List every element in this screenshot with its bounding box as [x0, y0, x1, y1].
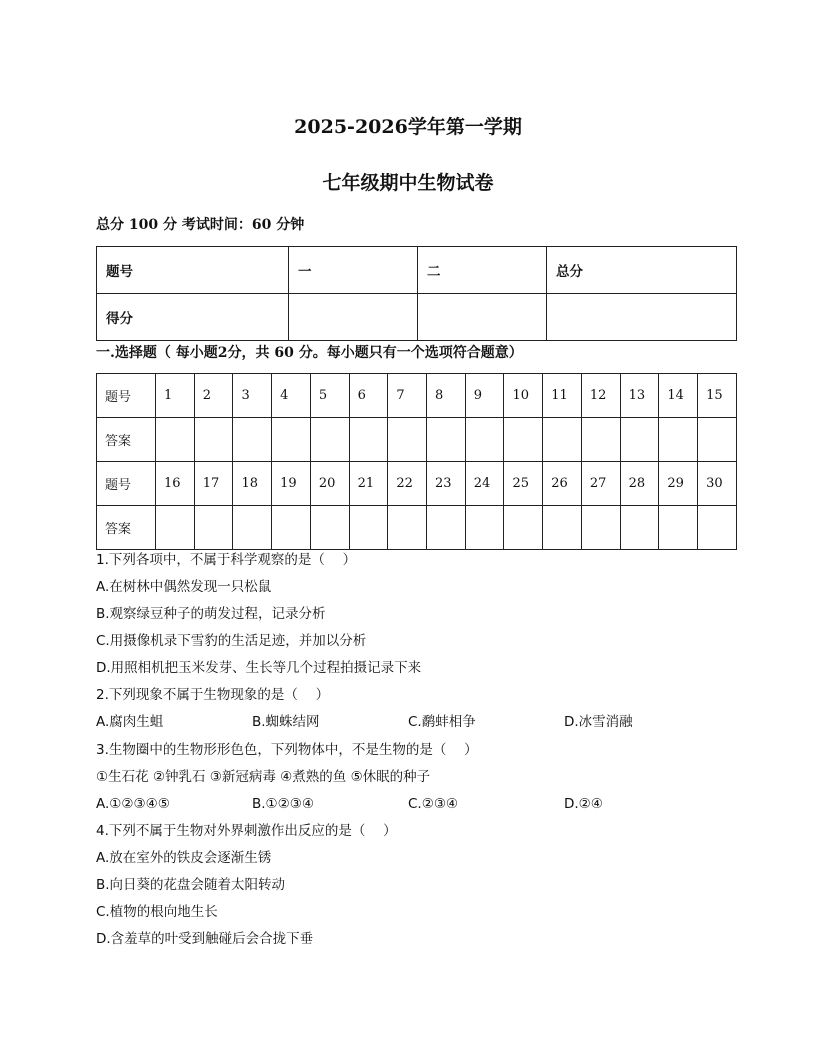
question-3-option-a[interactable]: A.①②③④⑤ [96, 796, 170, 812]
score-summary-table [96, 246, 737, 341]
answer-cell[interactable] [543, 418, 582, 462]
answer-cell[interactable] [504, 418, 543, 462]
question-number-cell: 13 [620, 374, 659, 418]
score-cell-total[interactable] [547, 294, 737, 341]
answer-cell[interactable] [272, 418, 311, 462]
question-number-cell: 10 [504, 374, 543, 418]
answer-grid-table [96, 373, 737, 550]
score-table-score-row [97, 294, 737, 341]
answer-cell[interactable] [233, 418, 272, 462]
answer-grid-answer-label: 答案 [97, 506, 156, 550]
question-number-cell: 15 [698, 374, 737, 418]
section-1-heading: 一.选择题（ 每小题2分，共 60 分。每小题只有一个选项符合题意） [96, 345, 523, 361]
answer-cell[interactable] [427, 418, 466, 462]
answer-grid-number-label: 题号 [97, 462, 156, 506]
question-4-stem: 4.下列不属于生物对外界刺激作出反应的是（ ） [96, 823, 397, 839]
question-3-stem: 3.生物圈中的生物形形色色，下列物体中，不是生物的是（ ） [96, 742, 478, 758]
score-time-info: 总分 100 分 考试时间：60 分钟 [96, 217, 305, 233]
question-number-cell: 22 [388, 462, 427, 506]
question-4-option-c[interactable]: C.植物的根向地生长 [96, 904, 218, 920]
question-3-option-b[interactable]: B.①②③④ [252, 796, 314, 812]
exam-subject-title: 七年级期中生物试卷 [322, 172, 494, 194]
question-number-cell: 8 [427, 374, 466, 418]
question-number-cell: 3 [233, 374, 272, 418]
answer-cell[interactable] [427, 506, 466, 550]
answer-cell[interactable] [349, 506, 388, 550]
score-header-total: 总分 [547, 247, 737, 294]
question-number-cell: 6 [349, 374, 388, 418]
question-number-cell: 12 [581, 374, 620, 418]
answer-cell[interactable] [194, 418, 233, 462]
exam-term-title: 2025-2026学年第一学期 [294, 116, 522, 138]
answer-cell[interactable] [310, 418, 349, 462]
score-cell-section-2[interactable] [418, 294, 547, 341]
question-number-cell: 28 [620, 462, 659, 506]
question-number-cell: 27 [581, 462, 620, 506]
question-3-option-d[interactable]: D.②④ [564, 796, 603, 812]
score-cell-section-1[interactable] [289, 294, 418, 341]
answer-cell[interactable] [310, 506, 349, 550]
question-4-option-d[interactable]: D.含羞草的叶受到触碰后会合拢下垂 [96, 931, 314, 947]
answer-cell[interactable] [465, 418, 504, 462]
answer-cell[interactable] [156, 418, 195, 462]
answer-grid-number-label: 题号 [97, 374, 156, 418]
answer-cell[interactable] [543, 506, 582, 550]
question-number-cell: 26 [543, 462, 582, 506]
score-header-section-1: 一 [289, 247, 418, 294]
question-2-option-b[interactable]: B.蜘蛛结网 [252, 714, 320, 730]
answer-grid-answer-row-2 [97, 506, 737, 550]
question-number-cell: 21 [349, 462, 388, 506]
question-number-cell: 9 [465, 374, 504, 418]
question-number-cell: 16 [156, 462, 195, 506]
question-number-cell: 11 [543, 374, 582, 418]
question-4-option-b[interactable]: B.向日葵的花盘会随着太阳转动 [96, 877, 286, 893]
question-number-cell: 1 [156, 374, 195, 418]
answer-cell[interactable] [465, 506, 504, 550]
question-number-cell: 19 [272, 462, 311, 506]
answer-cell[interactable] [388, 506, 427, 550]
answer-cell[interactable] [698, 506, 737, 550]
question-2-option-d[interactable]: D.冰雪消融 [564, 714, 633, 730]
score-header-question-number: 题号 [97, 247, 289, 294]
answer-grid-number-row-1 [97, 374, 737, 418]
answer-cell[interactable] [388, 418, 427, 462]
question-2-stem: 2.下列现象不属于生物现象的是（ ） [96, 687, 330, 703]
answer-grid-answer-row-1 [97, 418, 737, 462]
question-2-option-c[interactable]: C.鹬蚌相争 [408, 714, 476, 730]
score-header-section-2: 二 [418, 247, 547, 294]
answer-cell[interactable] [272, 506, 311, 550]
question-number-cell: 23 [427, 462, 466, 506]
question-number-cell: 30 [698, 462, 737, 506]
answer-cell[interactable] [349, 418, 388, 462]
answer-cell[interactable] [620, 506, 659, 550]
question-1-option-a[interactable]: A.在树林中偶然发现一只松鼠 [96, 579, 272, 595]
question-number-cell: 17 [194, 462, 233, 506]
answer-cell[interactable] [233, 506, 272, 550]
answer-cell[interactable] [659, 506, 698, 550]
answer-cell[interactable] [156, 506, 195, 550]
score-row-label: 得分 [97, 294, 289, 341]
question-1-option-c[interactable]: C.用摄像机录下雪豹的生活足迹，并加以分析 [96, 633, 367, 649]
question-1-option-b[interactable]: B.观察绿豆种子的萌发过程，记录分析 [96, 606, 326, 622]
question-3-option-c[interactable]: C.②③④ [408, 796, 459, 812]
question-number-cell: 7 [388, 374, 427, 418]
question-number-cell: 18 [233, 462, 272, 506]
question-number-cell: 2 [194, 374, 233, 418]
question-number-cell: 14 [659, 374, 698, 418]
question-number-cell: 20 [310, 462, 349, 506]
score-table-header-row [97, 247, 737, 294]
answer-cell[interactable] [581, 418, 620, 462]
answer-cell[interactable] [659, 418, 698, 462]
question-number-cell: 5 [310, 374, 349, 418]
question-1-stem: 1.下列各项中，不属于科学观察的是（ ） [96, 552, 357, 568]
answer-grid-answer-label: 答案 [97, 418, 156, 462]
question-4-option-a[interactable]: A.放在室外的铁皮会逐渐生锈 [96, 850, 272, 866]
question-number-cell: 29 [659, 462, 698, 506]
question-number-cell: 4 [272, 374, 311, 418]
question-number-cell: 25 [504, 462, 543, 506]
answer-grid-number-row-2 [97, 462, 737, 506]
answer-cell[interactable] [698, 418, 737, 462]
question-number-cell: 24 [465, 462, 504, 506]
answer-cell[interactable] [620, 418, 659, 462]
answer-cell[interactable] [504, 506, 543, 550]
answer-cell[interactable] [581, 506, 620, 550]
question-3-items: ①生石花 ②钟乳石 ③新冠病毒 ④煮熟的鱼 ⑤休眠的种子 [96, 769, 431, 785]
question-2-option-a[interactable]: A.腐肉生蛆 [96, 714, 164, 730]
answer-cell[interactable] [194, 506, 233, 550]
question-1-option-d[interactable]: D.用照相机把玉米发芽、生长等几个过程拍摄记录下来 [96, 660, 422, 676]
